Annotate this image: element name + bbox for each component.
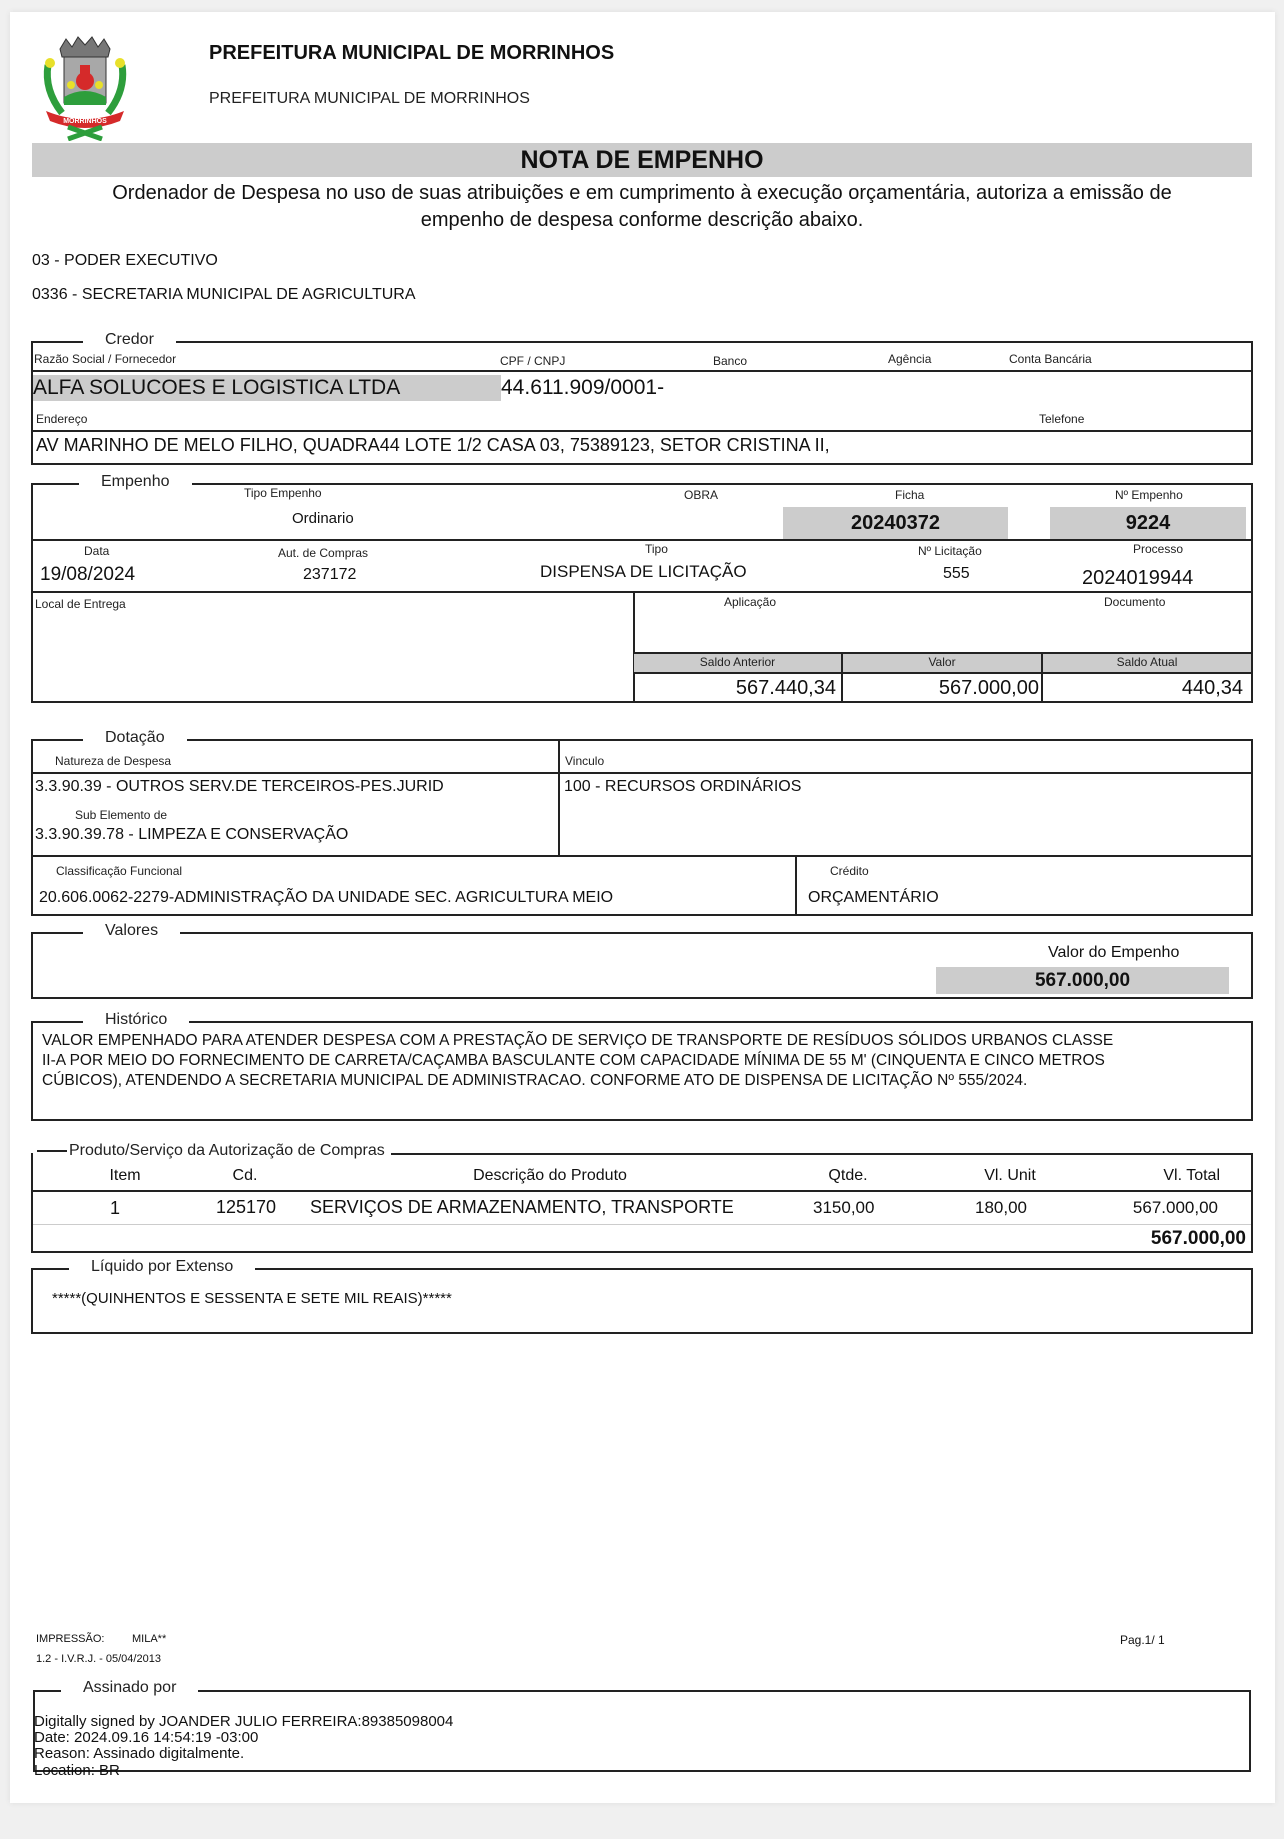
- row-vl-unit: 180,00: [975, 1198, 1027, 1217]
- processo-value: 2024019944: [1082, 567, 1194, 589]
- impressao-user: MILA**: [132, 1633, 167, 1645]
- ficha-label: Ficha: [895, 488, 925, 502]
- vinculo-label: Vinculo: [565, 754, 605, 768]
- saldo-atual-value: 440,34: [1181, 677, 1243, 699]
- razao-social-label: Razão Social / Fornecedor: [34, 352, 177, 366]
- svg-text:MORRINHOS: MORRINHOS: [63, 118, 107, 125]
- historico-legend: Histórico: [83, 1011, 189, 1029]
- produtos-legend: Produto/Serviço da Autorização de Compras: [33, 1142, 391, 1160]
- column-header-vl-unit: Vl. Unit: [984, 1167, 1036, 1184]
- tipo-value: DISPENSA DE LICITAÇÃO: [540, 562, 747, 581]
- credito-label: Crédito: [830, 864, 869, 878]
- credor-legend: Credor: [83, 331, 176, 349]
- divider: [31, 855, 1253, 857]
- data-value: 19/08/2024: [40, 564, 136, 585]
- aut-compras-label: Aut. de Compras: [278, 546, 369, 560]
- dotacao-legend: Dotação: [83, 729, 187, 747]
- licitacao-label: Nº Licitação: [918, 544, 982, 558]
- cpf-cnpj-value: 44.611.909/0001-: [501, 376, 665, 399]
- column-header-qtde: Qtde.: [828, 1167, 868, 1184]
- liquido-legend: Líquido por Extenso: [69, 1258, 255, 1276]
- column-header-vl-total: Vl. Total: [1163, 1167, 1220, 1184]
- local-entrega-label: Local de Entrega: [35, 597, 126, 611]
- row-descricao: SERVIÇOS DE ARMAZENAMENTO, TRANSPORTE: [310, 1197, 734, 1217]
- valor-empenho-label: Valor do Empenho: [1048, 944, 1180, 961]
- divider: [31, 430, 1253, 432]
- processo-label: Processo: [1133, 542, 1184, 556]
- numero-empenho-label: Nº Empenho: [1115, 488, 1183, 502]
- valores-legend: Valores: [83, 922, 180, 940]
- signature-line-1: Digitally signed by JOANDER JULIO FERREIRA:89385098004: [34, 1713, 454, 1730]
- signature-line-3: Reason: Assinado digitalmente.: [34, 1745, 245, 1762]
- credito-value: ORÇAMENTÁRIO: [808, 889, 939, 906]
- poder: 03 - PODER EXECUTIVO: [32, 252, 218, 269]
- impressao-label: IMPRESSÃO:: [36, 1633, 105, 1645]
- telefone-label: Telefone: [1039, 412, 1085, 426]
- vinculo-value: 100 - RECURSOS ORDINÁRIOS: [564, 778, 802, 795]
- aut-compras-value: 237172: [303, 566, 357, 583]
- cpf-cnpj-label: CPF / CNPJ: [500, 354, 566, 368]
- aplicacao-label: Aplicação: [724, 595, 777, 609]
- divider: [31, 591, 1253, 593]
- agencia-label: Agência: [888, 352, 932, 366]
- coat-of-arms-icon: [38, 35, 132, 141]
- endereco-label: Endereço: [36, 412, 88, 426]
- valor-empenho-value: 567.000,00: [936, 967, 1229, 994]
- empenho-legend: Empenho: [79, 473, 192, 491]
- licitacao-value: 555: [943, 565, 970, 582]
- numero-empenho-value: 9224: [1050, 507, 1246, 539]
- data-label: Data: [84, 544, 110, 558]
- divider: [31, 772, 1253, 774]
- classificacao-value: 20.606.0062-2279-ADMINISTRAÇÃO DA UNIDADE SEC. AGRICULTURA MEIO: [39, 889, 614, 906]
- divider: [33, 1224, 1251, 1225]
- divider: [795, 855, 797, 916]
- sub-elemento-value: 3.3.90.39.78 - LIMPEZA E CONSERVAÇÃO: [35, 826, 349, 843]
- row-vl-total: 567.000,00: [1132, 1198, 1218, 1217]
- divider: [31, 1190, 1253, 1192]
- tipo-empenho-label: Tipo Empenho: [244, 486, 322, 500]
- conta-label: Conta Bancária: [1009, 352, 1092, 366]
- liquido-extenso: *****(QUINHENTOS E SESSENTA E SETE MIL REAIS)*****: [52, 1290, 452, 1307]
- obra-label: OBRA: [684, 488, 719, 502]
- saldo-anterior-label: Saldo Anterior: [699, 655, 776, 669]
- documento-label: Documento: [1104, 595, 1166, 609]
- page-number: Pag.1/ 1: [1120, 1633, 1165, 1647]
- signature-line-2: Date: 2024.09.16 14:54:19 -03:00: [34, 1729, 259, 1746]
- column-header-descricao: Descrição do Produto: [473, 1167, 627, 1184]
- tipo-empenho-value: Ordinario: [292, 510, 354, 527]
- versao: 1.2 - I.V.R.J. - 05/04/2013: [36, 1653, 161, 1665]
- historico-line-3: CÚBICOS), ATENDENDO A SECRETARIA MUNICIPAL DE ADMINISTRACAO. CONFORME ATO DE DISPENSA DE LICITAÇÃO Nº 555/2024.: [42, 1072, 1028, 1089]
- row-qtde: 3150,00: [813, 1198, 875, 1217]
- divider: [558, 739, 560, 855]
- assinatura-legend: Assinado por: [61, 1679, 198, 1697]
- historico-line-2: II-A POR MEIO DO FORNECIMENTO DE CARRETA/CAÇAMBA BASCULANTE COM CAPACIDADE MÍNIMA DE 55 M' (CINQUENTA E CINCO METROS: [42, 1052, 1105, 1069]
- natureza-label: Natureza de Despesa: [55, 754, 172, 768]
- valor-label: Valor: [928, 655, 956, 669]
- header-title: PREFEITURA MUNICIPAL DE MORRINHOS: [209, 42, 615, 64]
- saldo-atual-label: Saldo Atual: [1116, 655, 1178, 669]
- document-title: NOTA DE EMPENHO: [32, 143, 1252, 177]
- sub-elemento-label: Sub Elemento de: [75, 808, 168, 822]
- intro-line-2: empenho de despesa conforme descrição abaixo.: [420, 209, 864, 231]
- column-header-cd: Cd.: [232, 1167, 258, 1184]
- banco-label: Banco: [713, 354, 748, 368]
- header-subtitle: PREFEITURA MUNICIPAL DE MORRINHOS: [209, 90, 530, 107]
- column-header-item: Item: [109, 1167, 141, 1184]
- produtos-total: 567.000,00: [1150, 1228, 1246, 1249]
- row-cd: 125170: [216, 1197, 277, 1217]
- valor-value: 567.000,00: [938, 677, 1039, 699]
- signature-line-4: Location: BR: [34, 1762, 120, 1779]
- historico-line-1: VALOR EMPENHADO PARA ATENDER DESPESA COM A PRESTAÇÃO DE SERVIÇO DE TRANSPORTE DE RESÍDUOS SÓLIDOS URBANOS CLASSE: [42, 1032, 1114, 1049]
- intro-line-1: Ordenador de Despesa no uso de suas atribuições e em cumprimento à execução orçamentária, autoriza a emissão de: [112, 182, 1172, 204]
- classificacao-label: Classificação Funcional: [56, 864, 183, 878]
- endereco-value: AV MARINHO DE MELO FILHO, QUADRA44 LOTE 1/2 CASA 03, 75389123, SETOR CRISTINA II,: [36, 435, 830, 455]
- razao-social-value: ALFA SOLUCOES E LOGISTICA LTDA: [33, 375, 501, 401]
- ficha-value: 20240372: [783, 507, 1008, 539]
- tipo-label: Tipo: [645, 542, 668, 556]
- divider: [31, 539, 1253, 541]
- row-item: 1: [109, 1198, 120, 1218]
- saldo-anterior-value: 567.440,34: [735, 677, 836, 699]
- divider: [31, 370, 1253, 372]
- natureza-value: 3.3.90.39 - OUTROS SERV.DE TERCEIROS-PES.JURID: [35, 778, 444, 795]
- secretaria: 0336 - SECRETARIA MUNICIPAL DE AGRICULTURA: [32, 286, 416, 303]
